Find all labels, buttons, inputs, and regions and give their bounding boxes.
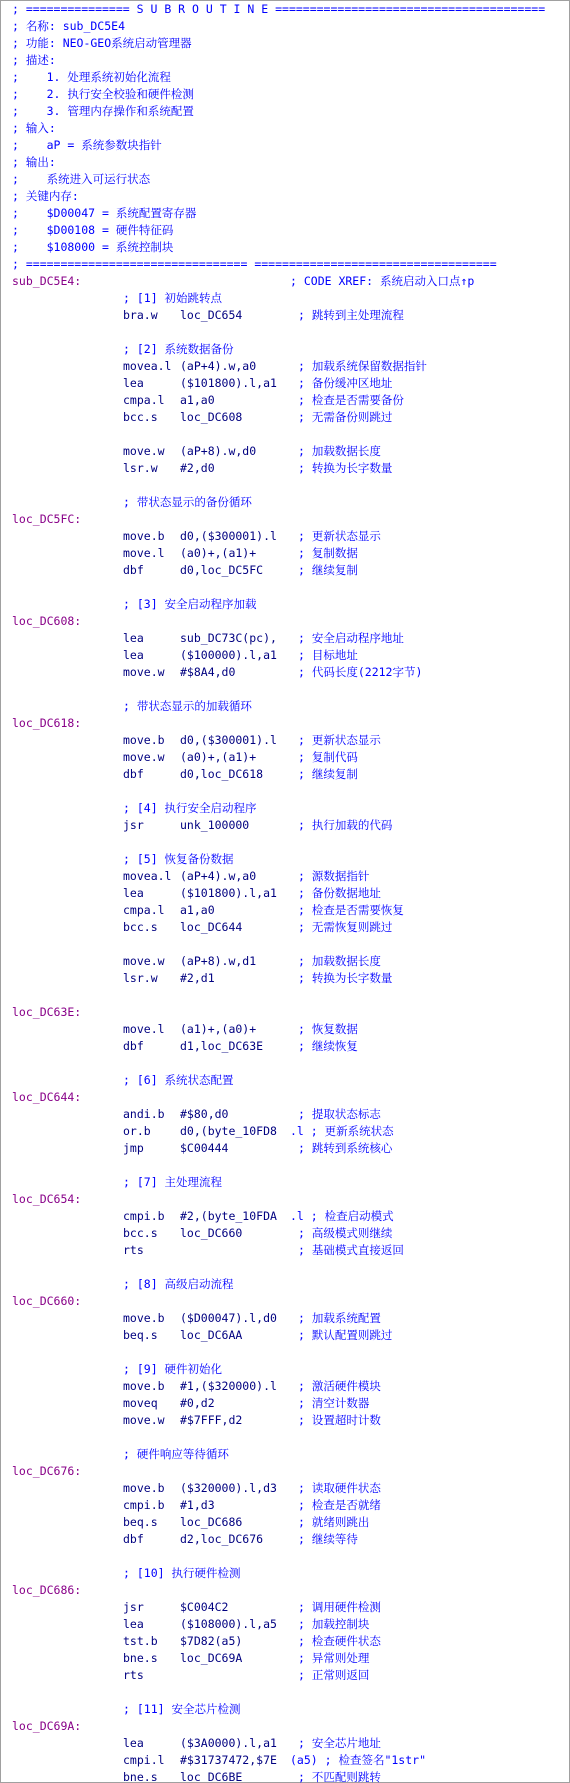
operand[interactable]: (aP+8).w,d1: [180, 954, 257, 968]
section-comment-line: [0, 698, 570, 715]
operand[interactable]: (a0)+,(a1)+: [180, 546, 257, 560]
header-comment-line: [0, 171, 570, 188]
section-comment: ; [3] 安全启动程序加载: [123, 597, 257, 611]
code-label[interactable]: loc_DC686:: [12, 1583, 82, 1597]
operand[interactable]: a1,a0: [180, 393, 215, 407]
instruction-comment: ; 异常则处理: [298, 1651, 370, 1665]
instruction-line: [0, 1497, 570, 1514]
operand[interactable]: loc_DC6AA: [180, 1328, 243, 1342]
operand[interactable]: unk_100000: [180, 818, 250, 832]
instruction-comment: ; 检查是否需要备份: [298, 393, 404, 407]
instruction-line: [0, 460, 570, 477]
instruction-line: [0, 647, 570, 664]
section-comment: ; [6] 系统状态配置: [123, 1073, 234, 1087]
code-label-line: [0, 1718, 570, 1735]
header-comment-line: [0, 222, 570, 239]
section-comment-line: [0, 290, 570, 307]
mnemonic: rts: [123, 1243, 144, 1257]
mnemonic: dbf: [123, 767, 144, 781]
mnemonic: move.w: [123, 954, 165, 968]
code-label-line: [0, 1004, 570, 1021]
mnemonic: bcc.s: [123, 410, 158, 424]
operand[interactable]: (a1)+,(a0)+: [180, 1022, 257, 1036]
instruction-line: [0, 919, 570, 936]
instruction-comment: ; 继续复制: [298, 563, 358, 577]
operand[interactable]: d0,loc_DC5FC: [180, 563, 264, 577]
instruction-comment: ; 更新状态显示: [298, 529, 381, 543]
mnemonic: bne.s: [123, 1651, 158, 1665]
section-comment: ; 带状态显示的备份循环: [123, 495, 252, 509]
instruction-comment: (a5) ; 检查签名"1str": [290, 1753, 427, 1767]
instruction-comment: ; 加载系统配置: [298, 1311, 381, 1325]
instruction-line: [0, 1412, 570, 1429]
code-label-line: [0, 613, 570, 630]
code-label-line: [0, 1582, 570, 1599]
instruction-comment: ; 安全芯片地址: [298, 1736, 381, 1750]
section-comment: ; [4] 执行安全启动程序: [123, 801, 257, 815]
operand[interactable]: #1,($320000).l: [180, 1379, 277, 1393]
code-label[interactable]: loc_DC654:: [12, 1192, 82, 1206]
instruction-line: [0, 749, 570, 766]
header-comment-text: ; ================================ ===================================: [12, 257, 497, 271]
mnemonic: beq.s: [123, 1328, 158, 1342]
code-label-line: [0, 715, 570, 732]
instruction-comment: ; 加载控制块: [298, 1617, 370, 1631]
instruction-line: [0, 545, 570, 562]
section-comment-line: [0, 1276, 570, 1293]
header-comment-text: ; 输出:: [12, 155, 56, 169]
mnemonic: bra.w: [123, 308, 158, 322]
instruction-comment: ; 检查是否需要恢复: [298, 903, 404, 917]
mnemonic: jsr: [123, 1600, 144, 1614]
operand[interactable]: #2,d1: [180, 971, 215, 985]
code-xref-comment: ; CODE XREF: 系统启动入口点↑p: [290, 274, 475, 288]
section-comment: ; [5] 恢复备份数据: [123, 852, 234, 866]
subroutine-label[interactable]: sub_DC5E4:: [12, 274, 82, 288]
subroutine-label-line: [0, 273, 570, 290]
header-comment-line: [0, 69, 570, 86]
mnemonic: cmpi.b: [123, 1498, 165, 1512]
operand[interactable]: loc_DC644: [180, 920, 243, 934]
code-label-line: [0, 511, 570, 528]
operand[interactable]: ($101800).l,a1: [180, 376, 277, 390]
header-comment-line: [0, 120, 570, 137]
section-comment-line: [0, 1174, 570, 1191]
mnemonic: jsr: [123, 818, 144, 832]
mnemonic: rts: [123, 1668, 144, 1682]
instruction-line: [0, 970, 570, 987]
mnemonic: lea: [123, 631, 144, 645]
instruction-line: [0, 630, 570, 647]
instruction-comment: ; 清空计数器: [298, 1396, 370, 1410]
operand[interactable]: $7D82(a5): [180, 1634, 243, 1648]
operand[interactable]: (aP+4).w,a0: [180, 869, 257, 883]
instruction-line: [0, 375, 570, 392]
instruction-comment: ; 加载数据长度: [298, 954, 381, 968]
instruction-comment: ; 恢复数据: [298, 1022, 358, 1036]
instruction-line: [0, 868, 570, 885]
instruction-comment: ; 提取状态标志: [298, 1107, 381, 1121]
header-comment-text: ; 系统进入可运行状态: [12, 172, 151, 186]
section-comment-line: [0, 1361, 570, 1378]
mnemonic: dbf: [123, 1532, 144, 1546]
mnemonic: bcc.s: [123, 1226, 158, 1240]
mnemonic: move.l: [123, 1022, 165, 1036]
header-comment-text: ; 输入:: [12, 121, 56, 135]
instruction-comment: ; 无需恢复则跳过: [298, 920, 393, 934]
instruction-comment: ; 源数据指针: [298, 869, 370, 883]
header-comment-line: [0, 86, 570, 103]
header-comment-text: ; 功能: NEO-GEO系统启动管理器: [12, 36, 192, 50]
mnemonic: moveq: [123, 1396, 158, 1410]
code-label[interactable]: loc_DC660:: [12, 1294, 82, 1308]
mnemonic: lea: [123, 1736, 144, 1750]
instruction-line: [0, 1599, 570, 1616]
mnemonic: lsr.w: [123, 461, 158, 475]
section-comment: ; [7] 主处理流程: [123, 1175, 223, 1189]
header-comment-text: ; 描述:: [12, 53, 56, 67]
operand[interactable]: loc_DC608: [180, 410, 243, 424]
instruction-comment: ; 继续恢复: [298, 1039, 358, 1053]
instruction-comment: ; 高级模式则继续: [298, 1226, 393, 1240]
instruction-comment: ; 转换为长字数量: [298, 461, 393, 475]
header-comment-line: [0, 52, 570, 69]
code-label[interactable]: loc_DC63E:: [12, 1005, 82, 1019]
section-comment-line: [0, 494, 570, 511]
section-comment-line: [0, 800, 570, 817]
section-comment: ; [11] 安全芯片检测: [123, 1702, 241, 1716]
operand[interactable]: (aP+8).w,d0: [180, 444, 257, 458]
instruction-comment: ; 继续复制: [298, 767, 358, 781]
instruction-line: [0, 1480, 570, 1497]
instruction-comment: ; 跳转到系统核心: [298, 1141, 393, 1155]
operand[interactable]: d0,loc_DC618: [180, 767, 264, 781]
instruction-comment: ; 调用硬件检测: [298, 1600, 381, 1614]
instruction-comment: ; 执行加载的代码: [298, 818, 393, 832]
header-comment-line: [0, 256, 570, 273]
instruction-comment: ; 默认配置则跳过: [298, 1328, 393, 1342]
section-comment-line: [0, 596, 570, 613]
operand[interactable]: $C004C2: [180, 1600, 229, 1614]
mnemonic: movea.l: [123, 359, 172, 373]
instruction-comment: ; 设置超时计数: [298, 1413, 381, 1427]
instruction-comment: ; 基础模式直接返回: [298, 1243, 404, 1257]
operand[interactable]: d0,($300001).l: [180, 733, 277, 747]
mnemonic: cmpi.b: [123, 1209, 165, 1223]
mnemonic: lea: [123, 376, 144, 390]
mnemonic: move.b: [123, 1481, 165, 1495]
operand[interactable]: sub_DC73C(pc),: [180, 631, 277, 645]
section-comment-line: [0, 1072, 570, 1089]
instruction-comment: ; 安全启动程序地址: [298, 631, 404, 645]
mnemonic: or.b: [123, 1124, 151, 1138]
instruction-comment: ; 目标地址: [298, 648, 358, 662]
operand[interactable]: #$8A4,d0: [180, 665, 236, 679]
instruction-line: [0, 1514, 570, 1531]
mnemonic: dbf: [123, 1039, 144, 1053]
instruction-comment: ; 读取硬件状态: [298, 1481, 381, 1495]
section-comment-line: [0, 341, 570, 358]
header-comment-line: [0, 239, 570, 256]
code-label[interactable]: loc_DC644:: [12, 1090, 82, 1104]
instruction-line: [0, 1752, 570, 1769]
instruction-comment: ; 继续等待: [298, 1532, 358, 1546]
header-comment-text: ; 2. 执行安全校验和硬件检测: [12, 87, 194, 101]
instruction-line: [0, 664, 570, 681]
instruction-comment: ; 跳转到主处理流程: [298, 308, 404, 322]
operand[interactable]: loc_DC6BE: [180, 1770, 243, 1783]
header-comment-line: [0, 18, 570, 35]
blank-line: [0, 426, 570, 443]
instruction-line: [0, 1038, 570, 1055]
operand[interactable]: a1,a0: [180, 903, 215, 917]
instruction-line: [0, 1769, 570, 1783]
mnemonic: dbf: [123, 563, 144, 577]
header-comment-line: [0, 1, 570, 18]
code-label-line: [0, 1191, 570, 1208]
section-comment: ; [2] 系统数据备份: [123, 342, 234, 356]
operand[interactable]: d0,(byte_10FD8: [180, 1124, 277, 1138]
operand[interactable]: $C00444: [180, 1141, 229, 1155]
instruction-comment: ; 备份缓冲区地址: [298, 376, 393, 390]
instruction-comment: ; 备份数据地址: [298, 886, 381, 900]
instruction-comment: ; 检查是否就绪: [298, 1498, 381, 1512]
header-comment-text: ; $D00047 = 系统配置寄存器: [12, 206, 197, 220]
section-comment: ; [1] 初始跳转点: [123, 291, 223, 305]
code-label-line: [0, 1089, 570, 1106]
mnemonic: lea: [123, 648, 144, 662]
instruction-line: [0, 1021, 570, 1038]
header-comment-line: [0, 188, 570, 205]
mnemonic: move.b: [123, 1379, 165, 1393]
instruction-line: [0, 1327, 570, 1344]
operand[interactable]: ($101800).l,a1: [180, 886, 277, 900]
operand[interactable]: ($D00047).l,d0: [180, 1311, 277, 1325]
header-comment-text: ; aP = 系统参数块指针: [12, 138, 162, 152]
operand[interactable]: #2,(byte_10FDA: [180, 1209, 277, 1223]
code-label-line: [0, 1293, 570, 1310]
mnemonic: tst.b: [123, 1634, 158, 1648]
instruction-line: [0, 1531, 570, 1548]
instruction-comment: ; 代码长度(2212字节): [298, 665, 423, 679]
instruction-comment: ; 就绪则跳出: [298, 1515, 370, 1529]
instruction-line: [0, 817, 570, 834]
operand[interactable]: ($108000).l,a5: [180, 1617, 277, 1631]
mnemonic: move.b: [123, 733, 165, 747]
instruction-line: [0, 1667, 570, 1684]
header-comment-line: [0, 205, 570, 222]
operand[interactable]: (a0)+,(a1)+: [180, 750, 257, 764]
operand[interactable]: ($3A0000).l,a1: [180, 1736, 277, 1750]
instruction-line: [0, 1616, 570, 1633]
instruction-comment: ; 复制数据: [298, 546, 358, 560]
instruction-line: [0, 443, 570, 460]
instruction-comment: ; 激活硬件模块: [298, 1379, 381, 1393]
mnemonic: bne.s: [123, 1770, 158, 1783]
operand[interactable]: #1,d3: [180, 1498, 215, 1512]
mnemonic: lea: [123, 886, 144, 900]
code-label[interactable]: loc_DC618:: [12, 716, 82, 730]
instruction-line: [0, 1650, 570, 1667]
operand[interactable]: loc_DC69A: [180, 1651, 243, 1665]
instruction-comment: ; 检查硬件状态: [298, 1634, 381, 1648]
instruction-comment: .l ; 更新系统状态: [290, 1124, 394, 1138]
header-comment-text: ; 1. 处理系统初始化流程: [12, 70, 171, 84]
header-comment-text: ; $108000 = 系统控制块: [12, 240, 174, 254]
operand[interactable]: #0,d2: [180, 1396, 215, 1410]
mnemonic: cmpa.l: [123, 903, 165, 917]
instruction-line: [0, 392, 570, 409]
header-comment-line: [0, 103, 570, 120]
instruction-comment: ; 不匹配则跳转: [298, 1770, 381, 1783]
code-label[interactable]: loc_DC5FC:: [12, 512, 82, 526]
instruction-line: [0, 1140, 570, 1157]
instruction-line: [0, 1225, 570, 1242]
section-comment-line: [0, 1701, 570, 1718]
operand[interactable]: #$80,d0: [180, 1107, 229, 1121]
instruction-line: [0, 766, 570, 783]
mnemonic: move.l: [123, 546, 165, 560]
mnemonic: move.w: [123, 750, 165, 764]
instruction-line: [0, 1208, 570, 1225]
instruction-line: [0, 528, 570, 545]
instruction-line: [0, 732, 570, 749]
instruction-comment: .l ; 检查启动模式: [290, 1209, 394, 1223]
operand[interactable]: d1,loc_DC63E: [180, 1039, 264, 1053]
instruction-line: [0, 1395, 570, 1412]
header-comment-text: ; 关键内存:: [12, 189, 79, 203]
section-comment: ; [10] 执行硬件检测: [123, 1566, 241, 1580]
section-comment: ; [8] 高级启动流程: [123, 1277, 234, 1291]
operand[interactable]: ($100000).l,a1: [180, 648, 277, 662]
header-comment-line: [0, 35, 570, 52]
instruction-line: [0, 953, 570, 970]
operand[interactable]: loc_DC660: [180, 1226, 243, 1240]
instruction-line: [0, 1378, 570, 1395]
instruction-line: [0, 409, 570, 426]
instruction-line: [0, 1633, 570, 1650]
section-comment: ; [9] 硬件初始化: [123, 1362, 223, 1376]
operand[interactable]: #$31737472,$7E: [180, 1753, 277, 1767]
mnemonic: bcc.s: [123, 920, 158, 934]
instruction-line: [0, 307, 570, 324]
instruction-comment: ; 转换为长字数量: [298, 971, 393, 985]
operand[interactable]: #2,d0: [180, 461, 215, 475]
mnemonic: cmpa.l: [123, 393, 165, 407]
header-comment-line: [0, 154, 570, 171]
instruction-comment: ; 加载系统保留数据指针: [298, 359, 427, 373]
mnemonic: movea.l: [123, 869, 172, 883]
mnemonic: cmpi.l: [123, 1753, 165, 1767]
mnemonic: move.b: [123, 529, 165, 543]
mnemonic: jmp: [123, 1141, 144, 1155]
operand[interactable]: loc_DC654: [180, 308, 243, 322]
instruction-comment: ; 更新状态显示: [298, 733, 381, 747]
code-label-line: [0, 1463, 570, 1480]
mnemonic: lea: [123, 1617, 144, 1631]
header-comment-line: [0, 137, 570, 154]
instruction-line: [0, 358, 570, 375]
header-comment-text: ; 名称: sub_DC5E4: [12, 19, 126, 33]
instruction-line: [0, 902, 570, 919]
mnemonic: move.w: [123, 1413, 165, 1427]
section-comment-line: [0, 851, 570, 868]
instruction-line: [0, 1310, 570, 1327]
code-label[interactable]: loc_DC676:: [12, 1464, 82, 1478]
instruction-line: [0, 885, 570, 902]
section-comment: ; 带状态显示的加载循环: [123, 699, 252, 713]
operand[interactable]: #$7FFF,d2: [180, 1413, 243, 1427]
header-comment-text: ; 3. 管理内存操作和系统配置: [12, 104, 194, 118]
operand[interactable]: d2,loc_DC676: [180, 1532, 264, 1546]
mnemonic: lsr.w: [123, 971, 158, 985]
mnemonic: move.b: [123, 1311, 165, 1325]
mnemonic: andi.b: [123, 1107, 165, 1121]
operand[interactable]: ($320000).l,d3: [180, 1481, 277, 1495]
code-label[interactable]: loc_DC608:: [12, 614, 82, 628]
mnemonic: beq.s: [123, 1515, 158, 1529]
instruction-comment: ; 复制代码: [298, 750, 358, 764]
instruction-line: [0, 1242, 570, 1259]
mnemonic: move.w: [123, 444, 165, 458]
instruction-comment: ; 正常则返回: [298, 1668, 370, 1682]
operand[interactable]: d0,($300001).l: [180, 529, 277, 543]
mnemonic: move.w: [123, 665, 165, 679]
instruction-comment: ; 加载数据长度: [298, 444, 381, 458]
section-comment-line: [0, 1565, 570, 1582]
operand[interactable]: loc_DC686: [180, 1515, 243, 1529]
header-comment-text: ; $D00108 = 硬件特征码: [12, 223, 174, 237]
operand[interactable]: (aP+4).w,a0: [180, 359, 257, 373]
instruction-comment: ; 无需备份则跳过: [298, 410, 393, 424]
instruction-line: [0, 1106, 570, 1123]
header-comment-text: ; =============== S U B R O U T I N E =======================================: [12, 2, 546, 16]
blank-line: [0, 936, 570, 953]
section-comment-line: [0, 1446, 570, 1463]
section-comment: ; 硬件响应等待循环: [123, 1447, 229, 1461]
code-label[interactable]: loc_DC69A:: [12, 1719, 82, 1733]
instruction-line: [0, 562, 570, 579]
instruction-line: [0, 1735, 570, 1752]
instruction-line: [0, 1123, 570, 1140]
